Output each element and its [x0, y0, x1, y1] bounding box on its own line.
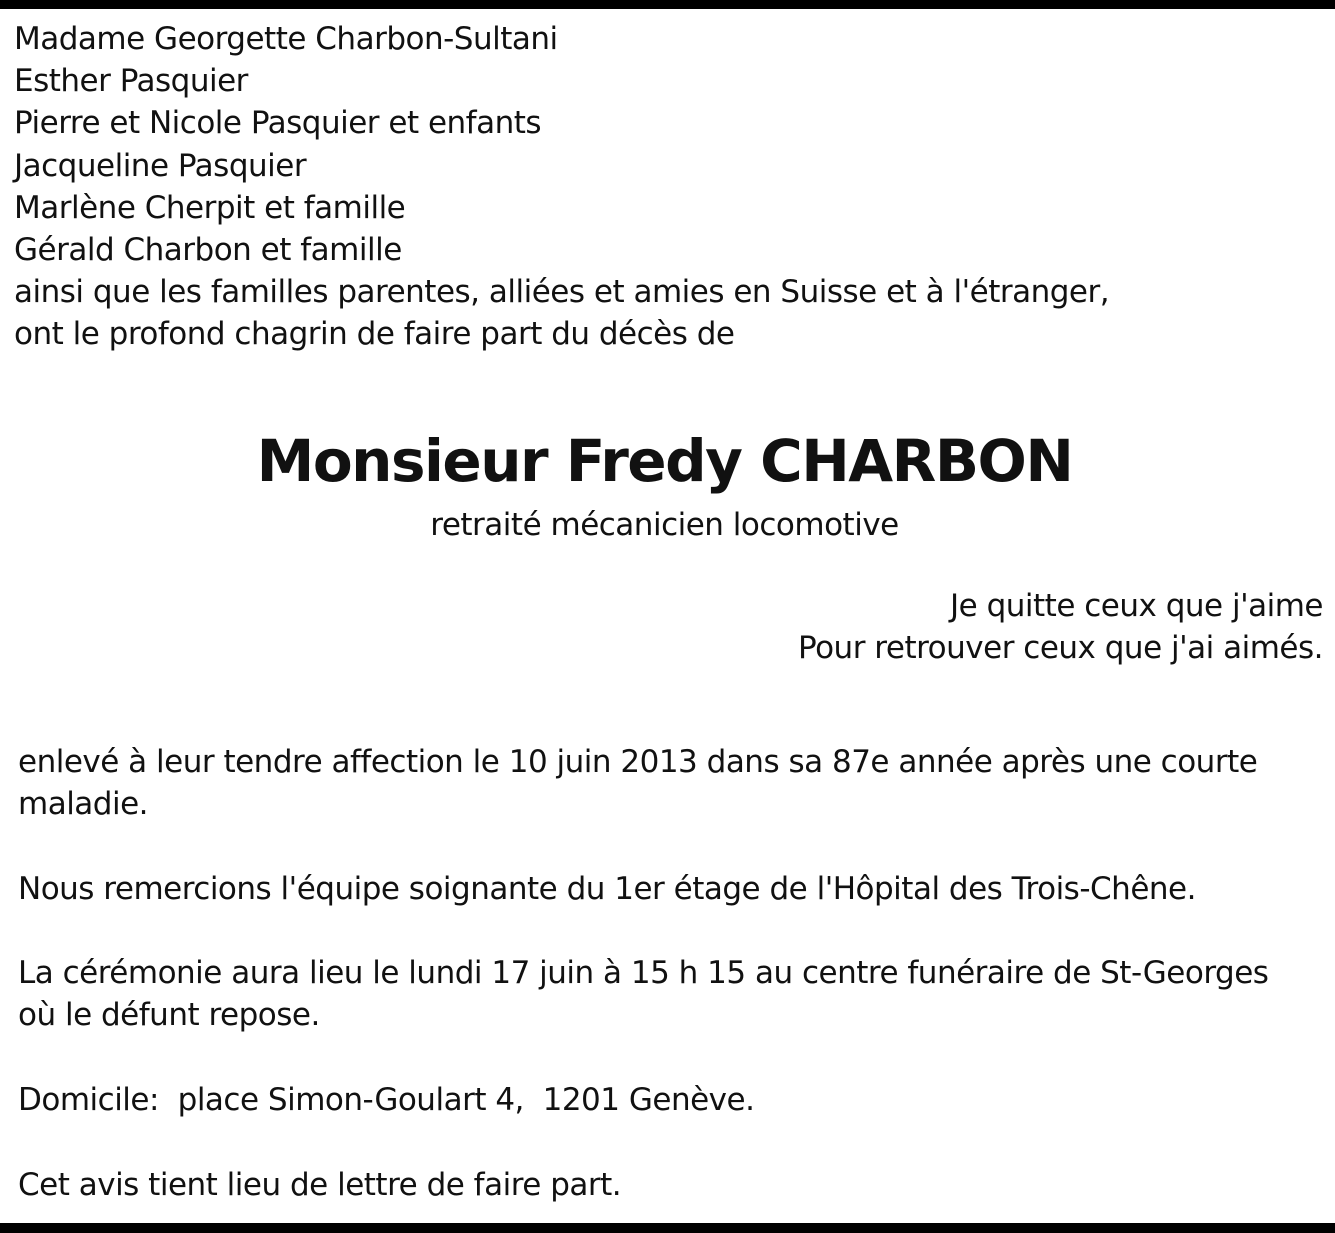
mourner-line: Madame Georgette Charbon-Sultani — [14, 21, 558, 57]
mourner-line: Pierre et Nicole Pasquier et enfants — [14, 105, 542, 142]
verse-line: Je quitte ceux que j'aime — [950, 588, 1323, 624]
verse-line: Pour retrouver ceux que j'ai aimés. — [798, 630, 1323, 667]
thanks-paragraph: Nous remercions l'équipe soignante du 1er étage de l'Hôpital des Trois-Chêne. — [18, 871, 1196, 907]
mourner-line: Esther Pasquier — [14, 63, 248, 100]
notice-paragraph: Cet avis tient lieu de lettre de faire part. — [18, 1167, 622, 1203]
mourner-line: Jacqueline Pasquier — [14, 147, 307, 184]
deceased-name-text: Monsieur Fredy CHARBON — [256, 427, 1073, 495]
mourner-line: Marlène Cherpit et famille — [14, 189, 406, 226]
extended-family-line: ainsi que les familles parentes, alliées et amies en Suisse et à l'étranger, — [14, 274, 1110, 311]
death-paragraph: enlevé à leur tendre affection le 10 juin 2013 dans sa 87e année après une courte maladie. — [18, 744, 1258, 822]
ceremony-paragraph: La cérémonie aura lieu le lundi 17 juin à 15 h 15 au centre funéraire de St-Georges où le défunt repose. — [18, 955, 1269, 1033]
deceased-profession — [0, 504, 1335, 546]
domicile-paragraph: Domicile: place Simon-Goulart 4, 1201 Genève. — [18, 1082, 755, 1118]
verse-quote — [798, 585, 1323, 669]
bottom-border-rule — [0, 1223, 1335, 1233]
deceased-name-heading — [0, 423, 1335, 499]
mourners-list — [14, 18, 1109, 356]
top-border-rule — [0, 0, 1335, 9]
mourner-line: Gérald Charbon et famille — [14, 232, 402, 269]
announcement-intro-line: ont le profond chagrin de faire part du décès de — [14, 316, 735, 353]
deceased-profession-text: retraité mécanicien locomotive — [430, 507, 899, 543]
